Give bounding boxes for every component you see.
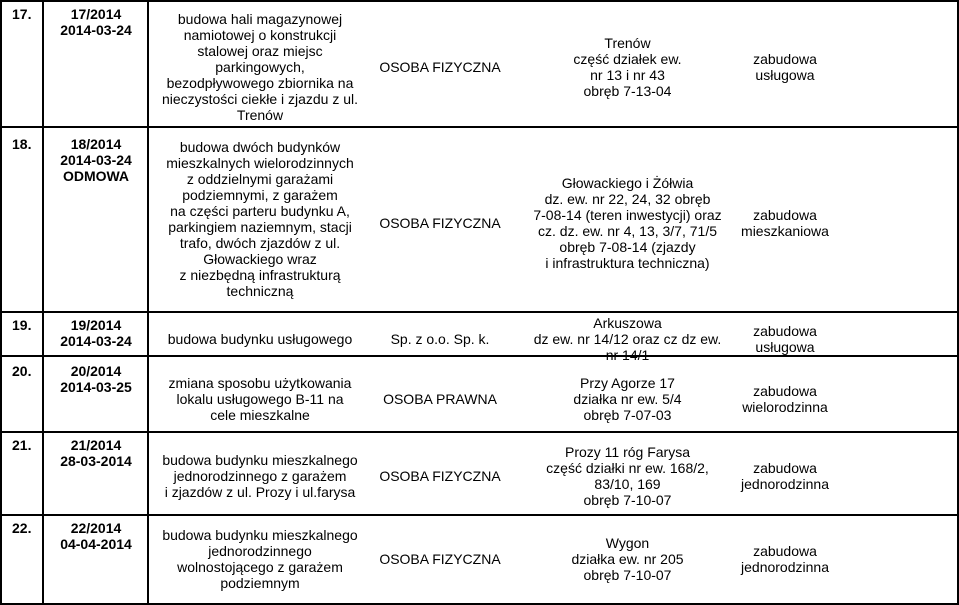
land-use-cell: zabudowa jednorodzinna: [741, 460, 829, 492]
land-use-cell: zabudowa wielorodzinna: [742, 383, 828, 415]
land-use-cell: zabudowa usługowa: [753, 51, 817, 83]
location-cell: Trenów część działek ew. nr 13 i nr 43 obręb 7-13-04: [573, 35, 682, 99]
applicant-cell: OSOBA FIZYCZNA: [379, 59, 501, 75]
grid-line: [0, 514, 959, 516]
row-number: 21.: [12, 437, 32, 453]
location-cell: Arkuszowa dz ew. nr 14/12 oraz cz dz ew. nr 14/1: [533, 315, 722, 363]
land-use-cell: zabudowa mieszkaniowa: [741, 207, 829, 239]
row-number: 19.: [12, 317, 32, 333]
applicant-cell: Sp. z o.o. Sp. k.: [390, 331, 490, 347]
registration-cell: 18/2014 2014-03-24 ODMOWA: [60, 136, 132, 184]
description-cell: budowa budynku mieszkalnego jednorodzinnego wolnostojącego z garażem podziemnym: [162, 527, 358, 591]
land-use-cell: zabudowa jednorodzinna: [741, 543, 829, 575]
location-cell: Prozy 11 róg Farysa część działki nr ew. 168/2, 83/10, 169 obręb 7-10-07: [546, 444, 709, 508]
description-cell: budowa dwóch budynków mieszkalnych wielorodzinnych z oddzielnymi garażami podziemnymi, z garażem na części parteru budynku A, parkingiem naziemnym, stacji trafo, dwóch zjazdów z ul. Głowackiego wraz z niezbędną infrastrukturą techniczną: [166, 139, 354, 299]
row-number: 22.: [12, 520, 32, 536]
grid-line: [0, 311, 959, 313]
description-cell: budowa hali magazynowej namiotowej o konstrukcji stalowej oraz miejsc parkingowych, bezodpływowego zbiornika na nieczystości ciekłe i zjazdu z ul. Trenów: [161, 11, 359, 123]
grid-line: [0, 126, 959, 128]
location-cell: Przy Agorze 17 działka nr ew. 5/4 obręb 7-07-03: [573, 375, 682, 423]
applicant-cell: OSOBA PRAWNA: [383, 391, 497, 407]
description-cell: zmiana sposobu użytkowania lokalu usługowego B-11 na cele mieszkalne: [168, 375, 352, 423]
description-cell: budowa budynku mieszkalnego jednorodzinnego z garażem i zjazdów z ul. Prozy i ul.farysa: [162, 452, 358, 500]
registration-cell: 20/2014 2014-03-25: [60, 363, 132, 395]
registration-cell: 22/2014 04-04-2014: [60, 520, 132, 552]
description-cell: budowa budynku usługowego: [167, 331, 353, 347]
grid-line: [0, 355, 959, 357]
land-use-cell: zabudowa usługowa: [753, 323, 817, 355]
row-number: 18.: [12, 136, 32, 152]
location-cell: Głowackiego i Żółwia dz. ew. nr 22, 24, 32 obręb 7-08-14 (teren inwestycji) oraz cz. dz. ew. nr 4, 13, 3/7, 71/5 obręb 7-08-14 (zjazdy i infrastruktura techniczna): [533, 175, 722, 271]
registration-cell: 17/2014 2014-03-24: [60, 6, 132, 38]
registration-cell: 19/2014 2014-03-24: [60, 317, 132, 349]
applicant-cell: OSOBA FIZYCZNA: [379, 215, 501, 231]
grid-line: [0, 431, 959, 433]
registration-cell: 21/2014 28-03-2014: [60, 437, 132, 469]
applicant-cell: OSOBA FIZYCZNA: [379, 551, 501, 567]
location-cell: Wygon działka ew. nr 205 obręb 7-10-07: [571, 535, 684, 583]
row-number: 20.: [12, 363, 32, 379]
row-number: 17.: [12, 6, 32, 22]
grid-line: [0, 0, 959, 2]
applicant-cell: OSOBA FIZYCZNA: [379, 468, 501, 484]
